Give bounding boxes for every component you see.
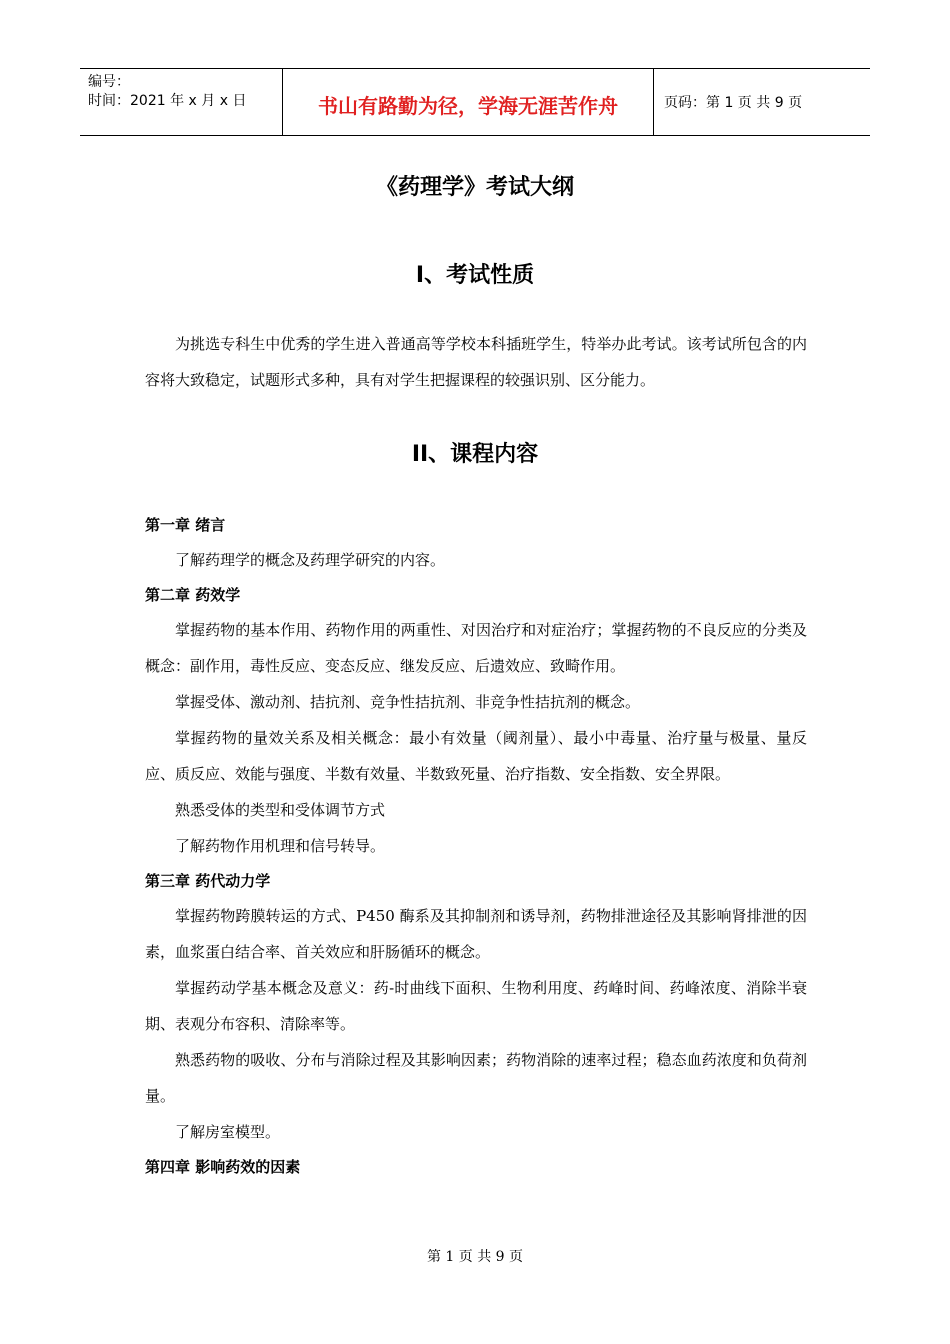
- chapter-title: 第三章 药代动力学: [145, 872, 271, 890]
- chapter-paragraph: 熟悉药物的吸收、分布与消除过程及其影响因素；药物消除的速率过程；稳态血药浓度和负荷剂量。: [145, 1051, 807, 1105]
- chapter-paragraph: 掌握药物的量效关系及相关概念：最小有效量（阈剂量）、最小中毒量、治疗量与极量、量反应、质反应、效能与强度、半数有效量、半数致死量、治疗指数、安全指数、安全界限。: [145, 729, 807, 783]
- chapter-paragraph: 了解药物作用机理和信号转导。: [175, 837, 386, 855]
- document-title: 《药理学》考试大纲: [375, 175, 574, 200]
- header-page-info: 页码：第 1 页 共 9 页: [664, 95, 803, 111]
- nature-paragraph: 为挑选专科生中优秀的学生进入普通高等学校本科插班学生，特举办此考试。该考试所包含的内容将大致稳定，试题形式多种，具有对学生把握课程的较强识别、区分能力。: [145, 335, 807, 389]
- page-footer: 第 1 页 共 9 页: [426, 1249, 524, 1265]
- chapters-container: [145, 508, 807, 1184]
- chapter-paragraph: 掌握药物跨膜转运的方式、P450 酶系及其抑制剂和诱导剂，药物排泄途径及其影响肾排泄的因素，血浆蛋白结合率、首关效应和肝肠循环的概念。: [145, 907, 807, 961]
- time-label: 时间：2021 年 x 月 x 日: [88, 93, 247, 109]
- header-motto: 书山有路勤为径，学海无涯苦作舟: [282, 69, 654, 135]
- chapter-paragraph: 了解房室模型。: [175, 1123, 281, 1141]
- chapter-paragraph: 掌握受体、激动剂、拮抗剂、竞争性拮抗剂、非竞争性拮抗剂的概念。: [175, 693, 641, 711]
- section-heading-nature: I、考试性质: [415, 263, 535, 288]
- chapter-title: 第四章 影响药效的因素: [145, 1158, 301, 1176]
- section-nature-body: [145, 326, 807, 398]
- header-meta: [80, 69, 282, 135]
- chapter-paragraph: 熟悉受体的类型和受体调节方式: [175, 801, 386, 819]
- number-label: 编号：: [88, 74, 130, 90]
- chapter-paragraph: 了解药理学的概念及药理学研究的内容。: [175, 551, 446, 569]
- section-heading-content: II、课程内容: [411, 442, 539, 467]
- chapter-title: 第一章 绪言: [145, 516, 226, 534]
- chapter-paragraph: 掌握药物的基本作用、药物作用的两重性、对因治疗和对症治疗；掌握药物的不良反应的分类及概念：副作用，毒性反应、变态反应、继发反应、后遗效应、致畸作用。: [145, 621, 807, 675]
- chapter-title: 第二章 药效学: [145, 586, 241, 604]
- page-header: [80, 68, 870, 136]
- chapter-paragraph: 掌握药动学基本概念及意义：药-时曲线下面积、生物利用度、药峰时间、药峰浓度、消除半衰期、表观分布容积、清除率等。: [145, 979, 807, 1033]
